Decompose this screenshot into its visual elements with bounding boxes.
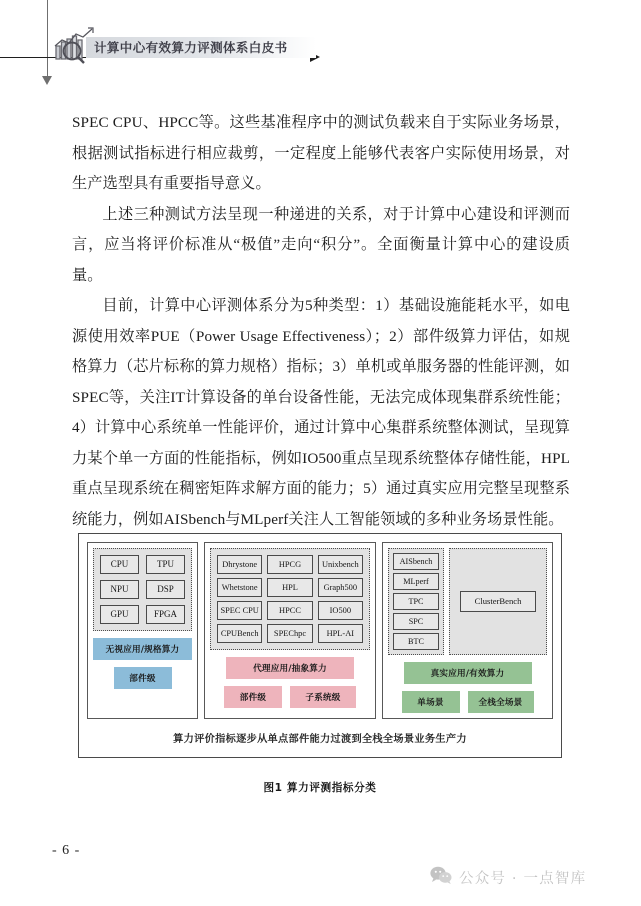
benchmark-chip-grid	[217, 555, 363, 643]
figure-footer-text: 算力评价指标逐步从单点部件能力过渡到全栈全场景业务生产力	[173, 734, 467, 745]
chip-item: TPC	[393, 593, 439, 610]
category-tag: 无视应用/规格算力	[93, 638, 192, 660]
chip-item: SPC	[393, 613, 439, 630]
chip-item: TPU	[146, 555, 185, 574]
chip-item: DSP	[146, 580, 185, 599]
watermark	[430, 866, 586, 888]
watermark-text: 公众号 · 一点智库	[459, 870, 587, 887]
chip-item: CPU	[100, 555, 139, 574]
tag-row-secondary	[388, 691, 547, 713]
chip-item: IO500	[318, 601, 363, 620]
tag-row-primary	[210, 657, 370, 679]
paragraph: SPEC CPU、HPCC等。这些基准程序中的测试负载来自于实际业务场景，根据测试指标进行相应裁剪，一定程度上能够代表客户实际使用场景，对生产选型具有重要指导意义。	[72, 114, 570, 192]
chip-item: ClusterBench	[460, 591, 536, 612]
chip-item: HPL	[267, 578, 312, 597]
page-title: 计算中心有效算力评测体系白皮书	[94, 40, 288, 55]
figure-column-component-level	[87, 542, 198, 719]
chip-item: HPCC	[267, 601, 312, 620]
chip-item: SPEC CPU	[217, 601, 262, 620]
figure-column-real-application	[382, 542, 553, 719]
benchmark-chip-pane	[210, 548, 370, 650]
component-chip-pane	[93, 548, 192, 631]
chip-item: HPCG	[267, 555, 312, 574]
chip-item: GPU	[100, 605, 139, 624]
bar-chart-magnifier-icon	[52, 26, 98, 66]
wechat-icon	[430, 866, 452, 888]
level-tag: 全栈全场景	[468, 691, 534, 713]
figure-column-proxy-application	[204, 542, 376, 719]
figure-caption: 图1 算力评测指标分类	[263, 782, 377, 794]
tag-row-secondary	[93, 667, 192, 689]
chip-item: Graph500	[318, 578, 363, 597]
header-vertical-rule	[47, 0, 48, 78]
real-app-panes	[388, 548, 547, 655]
tag-row-primary	[93, 638, 192, 660]
page-header	[0, 0, 641, 100]
level-tag: 单场景	[402, 691, 460, 713]
chip-item: NPU	[100, 580, 139, 599]
header-down-arrow-icon	[42, 76, 52, 85]
component-chip-grid	[100, 555, 185, 624]
page-number: - 6 -	[52, 843, 81, 858]
single-scenario-pane	[388, 548, 444, 655]
level-tag: 子系统级	[290, 686, 356, 708]
chip-item: Whetstone	[217, 578, 262, 597]
chip-item: FPGA	[146, 605, 185, 624]
chip-item: SPEChpc	[267, 624, 312, 643]
chip-item: CPUBench	[217, 624, 262, 643]
paragraph: 上述三种测试方法呈现一种递进的关系，对于计算中心建设和评测而言，应当将评价标准从“极值”走向“积分”。全面衡量计算中心的建设质量。	[72, 205, 570, 284]
figure-columns	[87, 542, 553, 719]
tag-row-primary	[388, 662, 547, 684]
paragraph: 目前，计算中心评测体系分为5种类型：1）基础设施能耗水平，如电源使用效率PUE（Power Usage Effectiveness）；2）部件级算力评估，如规格算力（芯片标称的算力规格）指标；3）单机或单服务器的性能评测，如SPEC等，关注IT计算设备的单台设备性能，无法完成体现集群系统性能；4）计算中心系统单一性能评价，通过计算中心集群系统整体测试，呈现算力某个单一方面的性能指标，例如IO500重点呈现系统整体存储性能，HPL重点呈现系统在稠密矩阵求解方面的能力；5）通过真实应用完整呈现整系统能力，例如AISbench与MLperf关注人工智能领域的多种业务场景性能。	[72, 297, 570, 528]
chip-item: Dhrystone	[217, 555, 262, 574]
level-tag: 部件级	[114, 667, 172, 689]
category-tag: 代理应用/抽象算力	[226, 657, 354, 679]
chip-item: Unixbench	[318, 555, 363, 574]
figure-1	[78, 533, 562, 795]
category-tag: 真实应用/有效算力	[404, 662, 532, 684]
article-body	[72, 108, 570, 535]
chip-item: BTC	[393, 633, 439, 650]
chip-item: MLperf	[393, 573, 439, 590]
figure-frame	[78, 533, 562, 758]
chip-item: AISbench	[393, 553, 439, 570]
tag-row-secondary	[210, 686, 370, 708]
chip-item: HPL-AI	[318, 624, 363, 643]
full-stack-pane	[449, 548, 547, 655]
level-tag: 部件级	[224, 686, 282, 708]
